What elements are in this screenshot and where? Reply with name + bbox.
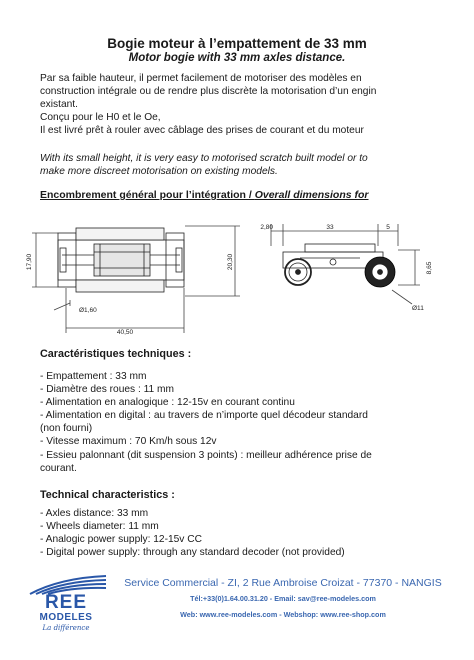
dim-width-total: 17,90 <box>26 253 33 271</box>
title-fr: Bogie moteur à l’empattement de 33 mm <box>107 36 367 51</box>
list-item: (non fourni) <box>40 423 93 435</box>
logo-ree-text: REE <box>44 592 88 613</box>
list-item: - Essieu palonnant (dit suspension 3 points) : meilleur adhérence prise de <box>40 449 372 461</box>
dim-offset: 2,80 <box>260 224 273 231</box>
dim-wheel: Ø11 <box>412 305 424 312</box>
title-en: Motor bogie with 33 mm axles distance. <box>128 52 346 64</box>
footer-web: Web: www.ree-modeles.com - Webshop: www.ree-shop.com <box>180 610 386 619</box>
list-item: courant. <box>40 462 77 474</box>
dim-length-total: 40,50 <box>116 329 134 336</box>
intro-fr-line: Conçu pour le H0 et le Oe, <box>40 112 161 123</box>
logo-tagline: La différence <box>42 624 90 632</box>
intro-fr-line: Il est livré prêt à rouler avec câblage des prises de courant et du moteur <box>40 125 364 136</box>
footer-contact: Tél:+33(0)1.64.00.31.20 - Email: sav@ree-modeles.com <box>190 594 376 603</box>
intro-fr <box>40 72 440 137</box>
intro-fr-line: Par sa faible hauteur, il permet facilement de motoriser des modèles en <box>40 73 362 84</box>
list-item: - Empattement : 33 mm <box>40 371 147 382</box>
technical-drawing <box>0 212 474 342</box>
dimensions-heading-en: Overall dimensions for <box>254 189 369 201</box>
dimensions-heading <box>40 189 369 201</box>
intro-fr-line: construction intégrale ou de rendre plus discrète la motorisation d’un engin <box>40 86 377 97</box>
footer-address: Service Commercial - ZI, 2 Rue Ambroise Croizat - 77370 - NANGIS <box>124 577 442 589</box>
list-item: - Alimentation en analogique : 12-15v en courant continu <box>40 397 295 409</box>
top-view-drawing <box>32 226 240 333</box>
list-item: - Vitesse maximum : 70 Km/h sous 12v <box>40 436 217 448</box>
dim-end: 5 <box>386 224 390 231</box>
list-item: - Digital power supply: through any standard decoder (not provided) <box>40 547 345 559</box>
intro-fr-line: existant. <box>40 99 78 110</box>
list-item: - Wheels diameter: 11 mm <box>40 521 159 533</box>
dim-height-side: 20,30 <box>227 253 234 271</box>
intro-en-line: make more discreet motorisation on existing models. <box>40 166 278 177</box>
list-item: - Alimentation en digital : au travers de n’importe quel décodeur standard <box>40 410 368 422</box>
specs-fr-list <box>40 370 445 475</box>
dim-axle-distance: 33 <box>326 224 334 231</box>
intro-en-line: With its small height, it is very easy to motorised scratch built model or to <box>40 153 368 164</box>
side-view-drawing <box>271 224 420 304</box>
list-item: - Axles distance: 33 mm <box>40 508 149 519</box>
specs-fr-title: Caractéristiques techniques : <box>40 348 192 360</box>
specs-en-title: Technical characteristics : <box>40 489 175 501</box>
dimensions-heading-fr: Encombrement général pour l’intégration / <box>40 189 255 201</box>
dim-axle-hole: Ø1,60 <box>79 307 97 314</box>
list-item: - Analogic power supply: 12-15v CC <box>40 534 202 546</box>
intro-en <box>40 152 440 178</box>
ree-logo <box>20 572 112 640</box>
list-item: - Diamètre des roues : 11 mm <box>40 384 174 396</box>
dim-height: 8,65 <box>426 261 433 275</box>
logo-modeles-text: MODELES <box>39 612 93 623</box>
specs-en-list <box>40 507 445 559</box>
